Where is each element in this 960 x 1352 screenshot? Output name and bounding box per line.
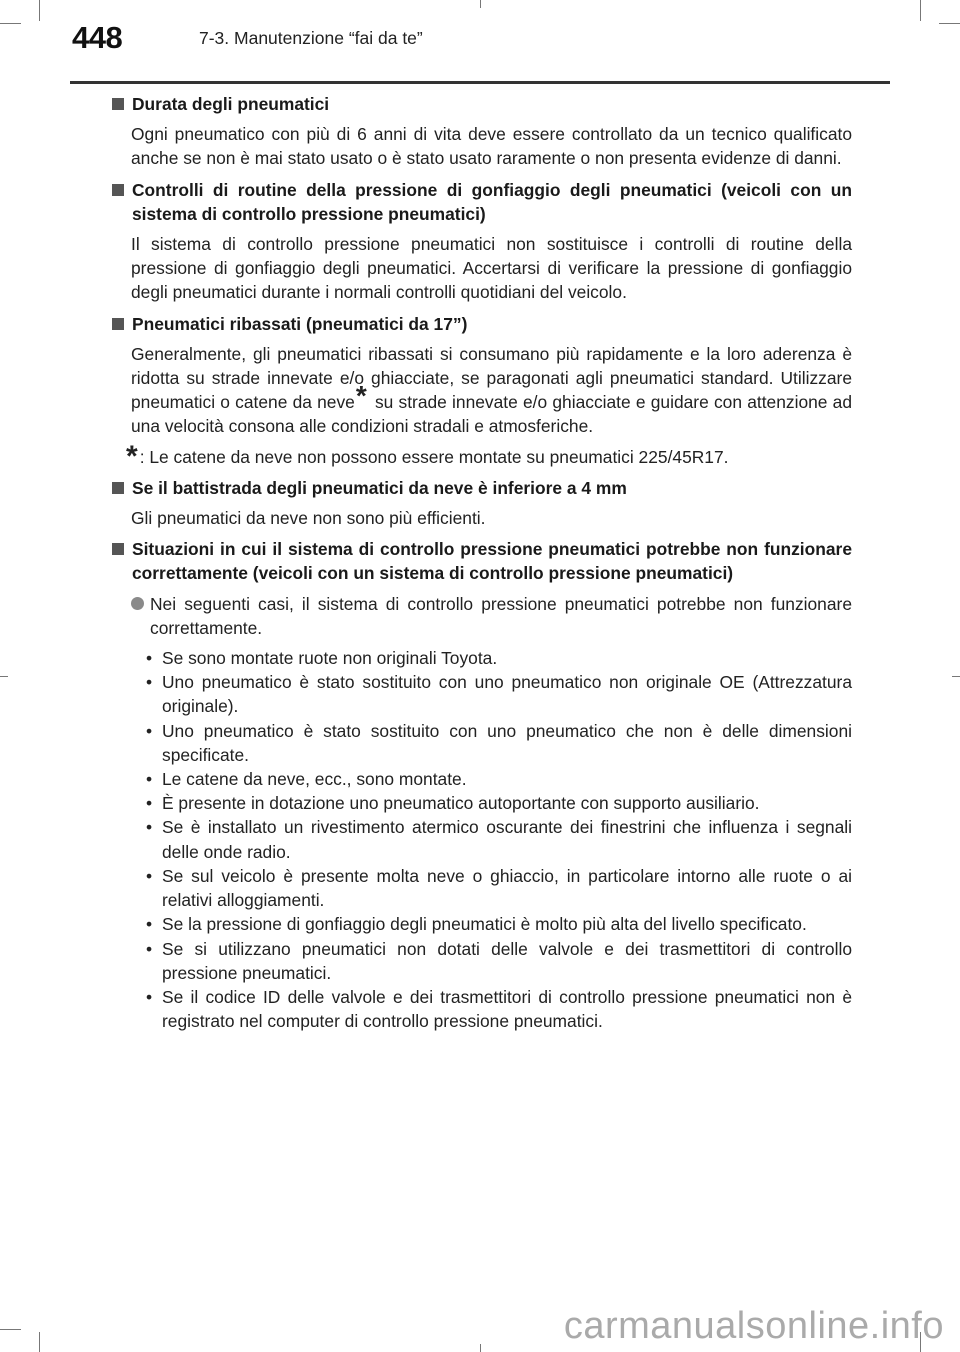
square-bullet-icon [112,543,124,555]
topic-heading: Controlli di routine della pressione di gonfiaggio degli pneumatici (veicoli con un sistema di controllo pressione pneumatici) [110,178,852,226]
topic-heading: Se il battistrada degli pneumatici da neve è inferiore a 4 mm [110,476,852,500]
crop-mark [0,1329,21,1330]
list-item: • Se si utilizzano pneumatici non dotati delle valvole e dei trasmettitori di controllo pressione pneumatici. [146,938,852,983]
list-item: • Le catene da neve, ecc., sono montate. [146,767,852,791]
dot-icon: • [146,720,153,741]
footnote [126,439,852,473]
topic-heading: Durata degli pneumatici [110,92,852,116]
condition-list [146,646,852,1033]
crop-mark [952,676,960,677]
topic-paragraph: Gli pneumatici da neve non sono più efficienti. [131,508,486,529]
topic-ribassati [110,312,852,473]
dot-icon: • [146,817,153,838]
list-item: • Uno pneumatico è stato sostituito con uno pneumatico che non è delle dimensioni specificate. [146,720,852,765]
square-bullet-icon [112,98,124,110]
watermark: carmanualsonline.info [563,1305,944,1347]
crop-mark [39,0,40,21]
dot-icon: • [146,648,153,669]
page-number: 448 [72,20,123,55]
square-bullet-icon [112,318,124,330]
dot-icon: • [146,914,153,935]
list-item: • Se è installato un rivestimento atermico oscurante dei finestrini che influenza i segnali delle onde radio. [146,817,852,862]
square-bullet-icon [112,184,124,196]
footnote-asterisk: * [355,380,367,412]
dot-icon: • [146,938,153,959]
dot-icon: • [146,672,153,693]
crop-mark [0,23,21,24]
circle-bullet-icon [131,597,144,610]
dot-icon: • [146,986,153,1007]
circle-bullet-item: Nei seguenti casi, il sistema di controllo pressione pneumatici potrebbe non funzionare correttamente. [131,592,852,640]
list-item: • Se il codice ID delle valvole e dei trasmettitori di controllo pressione pneumatici non è registrato nel computer di controllo pressione pneumatici. [146,986,852,1032]
square-bullet-icon [112,482,124,494]
section-title: 7-3. Manutenzione “fai da te” [199,28,423,48]
topic-situazioni [110,537,852,1033]
page-content [110,92,852,1040]
topic-paragraph: Generalmente, gli pneumatici ribassati si consumano più rapidamente e la loro aderenza è ridotta su strade innevate e/o ghiacciate, se paragonati agli pneumatici standard. Utilizzare pneumatici o catene da neve* su strade innevate e/o ghiacciate e guidare con attenzione ad una velocità consona alle condizioni stradali e atmosferiche. [131,343,852,437]
topic-durata [110,92,852,171]
crop-mark [939,23,960,24]
topic-controlli [110,178,852,305]
page-header [72,18,920,78]
topic-paragraph: Ogni pneumatico con più di 6 anni di vita deve essere controllato da un tecnico qualificato anche se non è mai stato usato o è stato usato raramente o non presenta evidenze di danni. [131,124,852,169]
list-item: • Se sul veicolo è presente molta neve o ghiaccio, in particolare intorno alle ruote o ai relativi alloggiamenti. [146,865,852,911]
list-item: • Se la pressione di gonfiaggio degli pneumatici è molto più alta del livello specificato. [146,912,852,936]
crop-mark [920,0,921,21]
topic-heading: Situazioni in cui il sistema di controllo pressione pneumatici potrebbe non funzionare correttamente (veicoli con un sistema di controllo pressione pneumatici) [110,537,852,585]
crop-mark [0,676,8,677]
crop-mark [480,1344,481,1352]
topic-paragraph: Il sistema di controllo pressione pneumatici non sostituisce i controlli di routine della pressione di gonfiaggio degli pneumatici. Accertarsi di verificare la pressione di gonfiaggio degli pneumatici durante i normali controlli quotidiani del veicolo. [131,234,852,303]
list-item: • Se sono montate ruote non originali Toyota. [146,646,852,670]
list-item: • È presente in dotazione uno pneumatico autoportante con supporto ausiliario. [146,791,852,815]
dot-icon: • [146,865,153,886]
dot-icon: • [146,769,153,790]
footnote-text: : Le catene da neve non possono essere montate su pneumatici 225/45R17. [139,446,729,467]
header-rule [70,81,890,84]
topic-battistrada [110,476,852,530]
crop-mark [39,1332,40,1352]
dot-icon: • [146,793,153,814]
topic-heading: Pneumatici ribassati (pneumatici da 17”) [110,312,852,336]
crop-mark [480,0,481,8]
list-item: • Uno pneumatico è stato sostituito con uno pneumatico non originale OE (Attrezzatura originale). [146,672,852,717]
footnote-mark: * [126,439,138,473]
